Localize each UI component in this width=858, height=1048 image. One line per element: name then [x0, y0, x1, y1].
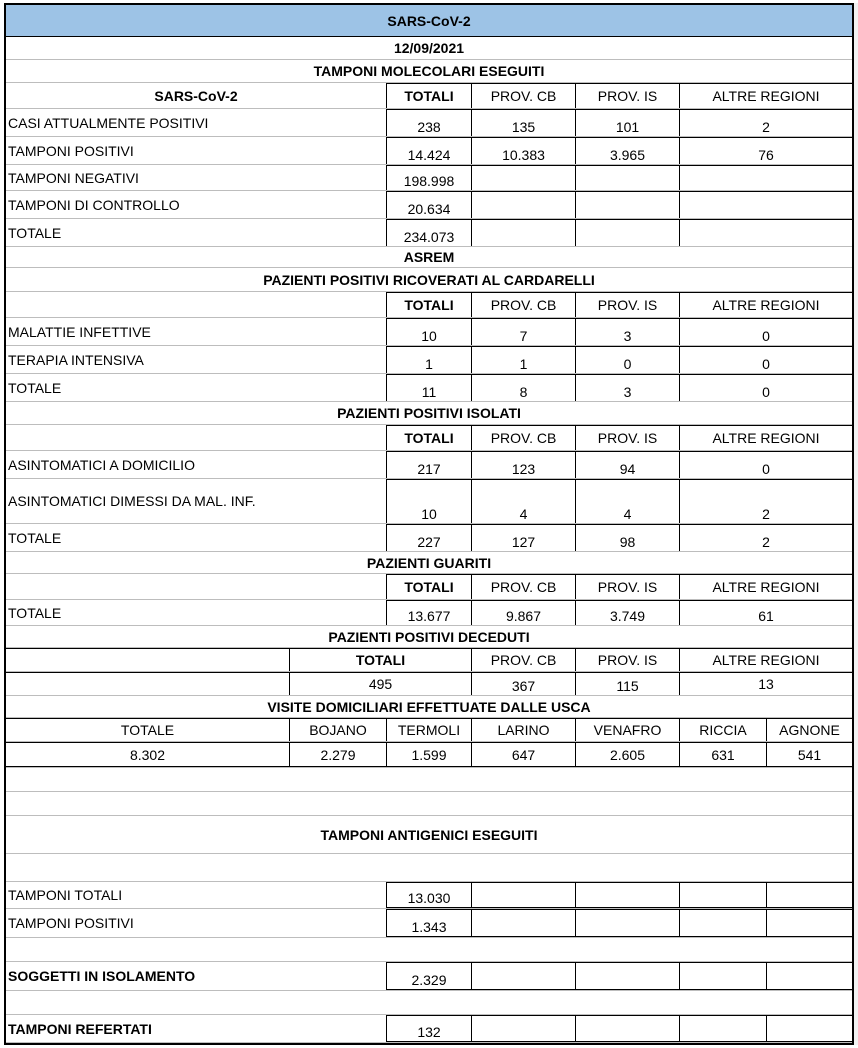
value-termoli: 1.599 [386, 742, 471, 767]
empty-cell [471, 909, 575, 937]
value-altre-regioni: 2 [679, 479, 852, 523]
col-header-totali: TOTALI [386, 83, 471, 108]
spacer-row [6, 991, 852, 1015]
value-prov-is: 98 [575, 524, 679, 551]
empty-cell [766, 882, 852, 908]
value-altre-regioni: 2 [679, 524, 852, 551]
col-header-altre-regioni: ALTRE REGIONI [679, 425, 852, 450]
value-totali: 495 [289, 672, 471, 695]
report-date-row [6, 37, 852, 60]
value-altre-regioni [679, 191, 852, 218]
col-header-prov-cb: PROV. CB [471, 292, 575, 317]
section-heading-molecolari: TAMPONI MOLECOLARI ESEGUITI [313, 63, 545, 79]
value-prov-cb: 135 [471, 109, 575, 136]
col-header-totale: TOTALE [6, 718, 289, 741]
value-totali: 10 [386, 479, 471, 523]
value-bojano: 2.279 [289, 742, 386, 767]
value-totali: 238 [386, 109, 471, 136]
section-heading-usca-row [6, 696, 852, 718]
value-altre-regioni: 0 [679, 318, 852, 345]
value-agnone: 541 [766, 742, 852, 767]
row-label-header [6, 292, 386, 317]
col-header-termoli: TERMOLI [386, 718, 471, 741]
col-header-agnone: AGNONE [766, 718, 852, 741]
value-prov-is [575, 219, 679, 246]
value-prov-is: 3.749 [575, 600, 679, 625]
table-row [6, 524, 852, 552]
empty-cell [471, 962, 575, 990]
table-row [6, 882, 852, 909]
isolati-header-row [6, 425, 852, 451]
table-row [6, 137, 852, 165]
table-row [6, 374, 852, 402]
value-totali: 11 [386, 374, 471, 401]
empty-cell [766, 909, 852, 937]
spacer-row [6, 938, 852, 962]
row-label: TAMPONI TOTALI [8, 887, 123, 903]
value-prov-cb [471, 191, 575, 218]
value-prov-cb: 10.383 [471, 137, 575, 164]
row-label: TOTALE [8, 224, 62, 241]
value-totali: 13.030 [386, 882, 471, 908]
empty-cell [679, 909, 766, 937]
table-row [6, 1015, 852, 1043]
value-totali: 132 [386, 1015, 471, 1042]
value-totali: 20.634 [386, 191, 471, 218]
value-prov-is: 3 [575, 374, 679, 401]
title-row [6, 3, 852, 37]
table-row [6, 219, 852, 247]
section-heading-molecolari-row [6, 60, 852, 83]
value-prov-is [575, 165, 679, 190]
table-row [6, 346, 852, 374]
col-header-prov-is: PROV. IS [575, 425, 679, 450]
value-totale: 8.302 [6, 742, 289, 767]
table-row [6, 191, 852, 219]
value-totali: 234.073 [386, 219, 471, 246]
value-prov-is: 101 [575, 109, 679, 136]
col-header-prov-is: PROV. IS [575, 83, 679, 108]
value-totali: 1 [386, 346, 471, 373]
col-header-venafro: VENAFRO [575, 718, 679, 741]
value-altre-regioni [679, 219, 852, 246]
value-prov-is: 3 [575, 318, 679, 345]
col-header-prov-cb: PROV. CB [471, 574, 575, 599]
guariti-header-row [6, 574, 852, 600]
usca-values-row [6, 742, 852, 768]
section-heading-antigenici-row [6, 816, 852, 854]
spacer-row [6, 792, 852, 816]
value-totali: 13.677 [386, 600, 471, 625]
section-heading-deceduti-row [6, 626, 852, 648]
col-header-altre-regioni: ALTRE REGIONI [679, 83, 852, 108]
usca-header-row [6, 718, 852, 742]
value-altre-regioni: 0 [679, 346, 852, 373]
value-totali: 10 [386, 318, 471, 345]
value-prov-cb [471, 219, 575, 246]
value-totali: 14.424 [386, 137, 471, 164]
section-heading-ricoverati: PAZIENTI POSITIVI RICOVERATI AL CARDARELLI [263, 271, 595, 288]
value-totali: 198.998 [386, 165, 471, 190]
col-header-larino: LARINO [471, 718, 575, 741]
value-venafro: 2.605 [575, 742, 679, 767]
col-header-prov-is: PROV. IS [575, 574, 679, 599]
value-prov-is [575, 191, 679, 218]
empty-cell [575, 1015, 679, 1042]
row-label-header: SARS-CoV-2 [154, 87, 238, 104]
value-altre-regioni: 76 [679, 137, 852, 164]
section-heading-isolati-row [6, 402, 852, 425]
row-label: CASI ATTUALMENTE POSITIVI [8, 114, 209, 131]
col-header-riccia: RICCIA [679, 718, 766, 741]
empty-cell [6, 648, 289, 671]
value-prov-is: 94 [575, 451, 679, 478]
value-prov-is: 3.965 [575, 137, 679, 164]
value-altre-regioni [679, 165, 852, 190]
section-heading-deceduti: PAZIENTI POSITIVI DECEDUTI [328, 628, 530, 645]
table-row [6, 165, 852, 191]
col-header-bojano: BOJANO [289, 718, 386, 741]
row-label: TAMPONI POSITIVI [8, 142, 134, 159]
row-label: TERAPIA INTENSIVA [8, 351, 144, 368]
row-label: TAMPONI REFERTATI [8, 1020, 152, 1037]
value-altre-regioni: 13 [679, 672, 852, 695]
section-heading-asrem-row [6, 247, 852, 268]
row-label-header [6, 574, 386, 599]
empty-cell [575, 882, 679, 908]
row-label: TOTALE [8, 604, 62, 621]
value-prov-cb: 4 [471, 479, 575, 523]
value-altre-regioni: 2 [679, 109, 852, 136]
col-header-totali: TOTALI [386, 292, 471, 317]
section-heading-ricoverati-row [6, 268, 852, 292]
table-row [6, 109, 852, 137]
empty-cell [6, 672, 289, 695]
value-altre-regioni: 0 [679, 374, 852, 401]
value-prov-cb: 9.867 [471, 600, 575, 625]
row-label: TOTALE [8, 379, 62, 396]
value-totali: 217 [386, 451, 471, 478]
value-altre-regioni: 61 [679, 600, 852, 625]
value-prov-cb: 7 [471, 318, 575, 345]
value-totali: 1.343 [386, 909, 471, 937]
table-row [6, 451, 852, 479]
value-prov-cb: 8 [471, 374, 575, 401]
spacer-row [6, 854, 852, 882]
col-header-altre-regioni: ALTRE REGIONI [679, 574, 852, 599]
empty-cell [471, 1015, 575, 1042]
table-row [6, 909, 852, 938]
empty-cell [766, 962, 852, 990]
empty-cell [679, 882, 766, 908]
empty-cell [679, 1015, 766, 1042]
col-header-prov-cb: PROV. CB [471, 425, 575, 450]
empty-cell [766, 1015, 852, 1042]
deceduti-header-row [6, 648, 852, 672]
col-header-prov-cb: PROV. CB [471, 83, 575, 108]
section-heading-isolati: PAZIENTI POSITIVI ISOLATI [337, 405, 521, 421]
col-header-prov-is: PROV. IS [575, 648, 679, 671]
value-prov-cb: 123 [471, 451, 575, 478]
empty-cell [471, 882, 575, 908]
page-title: SARS-CoV-2 [387, 12, 471, 29]
ricoverati-header-row [6, 292, 852, 318]
section-heading-asrem: ASREM [403, 249, 455, 265]
row-label: MALATTIE INFETTIVE [8, 323, 151, 340]
col-header-prov-cb: PROV. CB [471, 648, 575, 671]
row-label: TAMPONI POSITIVI [8, 915, 134, 931]
row-label: TAMPONI DI CONTROLLO [8, 196, 180, 213]
section-heading-usca: VISITE DOMICILIARI EFFETTUATE DALLE USCA [267, 698, 591, 715]
section-heading-antigenici: TAMPONI ANTIGENICI ESEGUITI [320, 826, 538, 843]
value-totali: 2.329 [386, 962, 471, 990]
row-label: ASINTOMATICI A DOMICILIO [8, 456, 195, 473]
row-label-header [6, 425, 386, 450]
value-totali: 227 [386, 524, 471, 551]
row-label: ASINTOMATICI DIMESSI DA MAL. INF. [8, 493, 256, 509]
col-header-totali: TOTALI [386, 574, 471, 599]
col-header-prov-is: PROV. IS [575, 292, 679, 317]
value-prov-is: 0 [575, 346, 679, 373]
row-label: SOGGETTI IN ISOLAMENTO [8, 968, 196, 984]
table-row [6, 318, 852, 346]
row-label: TAMPONI NEGATIVI [8, 169, 139, 186]
value-riccia: 631 [679, 742, 766, 767]
deceduti-values-row [6, 672, 852, 696]
col-header-totali: TOTALI [289, 648, 471, 671]
section-heading-guariti: PAZIENTI GUARITI [366, 554, 492, 571]
value-prov-cb: 1 [471, 346, 575, 373]
section-heading-guariti-row [6, 552, 852, 574]
spacer-row [6, 768, 852, 792]
value-prov-is: 4 [575, 479, 679, 523]
empty-cell [679, 962, 766, 990]
table-row [6, 479, 852, 524]
value-prov-cb: 127 [471, 524, 575, 551]
report-sheet [4, 3, 854, 1045]
value-prov-is: 115 [575, 672, 679, 695]
value-prov-cb: 367 [471, 672, 575, 695]
col-header-totali: TOTALI [386, 425, 471, 450]
table-row [6, 962, 852, 991]
col-header-altre-regioni: ALTRE REGIONI [679, 648, 852, 671]
empty-cell [575, 909, 679, 937]
value-larino: 647 [471, 742, 575, 767]
empty-cell [575, 962, 679, 990]
value-altre-regioni: 0 [679, 451, 852, 478]
molecolari-header-row [6, 83, 852, 109]
table-row [6, 600, 852, 626]
value-prov-cb [471, 165, 575, 190]
row-label: TOTALE [8, 529, 62, 546]
col-header-altre-regioni: ALTRE REGIONI [679, 292, 852, 317]
report-date: 12/09/2021 [393, 40, 465, 56]
